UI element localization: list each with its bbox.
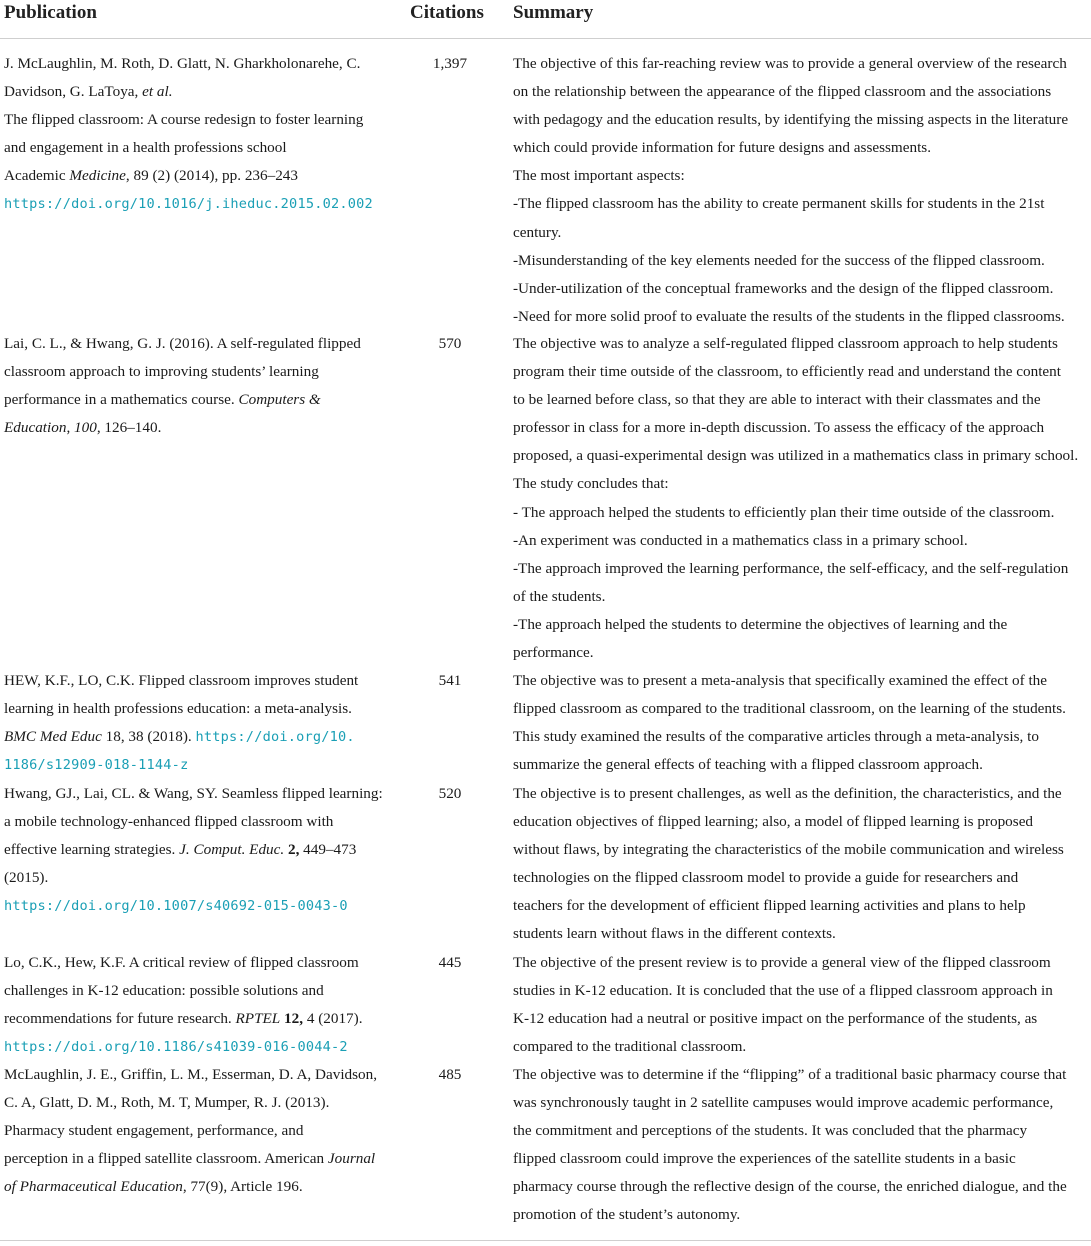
summary-line: the commitment and perceptions of the students. It was concluded that the pharmacy xyxy=(513,1122,1028,1140)
summary-line: -The flipped classroom has the ability to create permanent skills for students in the 21st xyxy=(513,195,1045,213)
publication-line xyxy=(4,977,399,1005)
summary-line: proposed, a quasi-experimental design was utilized in a mathematics class in primary school. xyxy=(513,447,1079,465)
publication-line xyxy=(4,1061,399,1089)
publication-text: challenges in K-12 education: possible solutions and xyxy=(4,982,324,1000)
summary-line: flipped classroom as compared to the traditional classroom, on the learning of the students. xyxy=(513,700,1066,718)
publication-line xyxy=(4,358,399,386)
summary-line: studies in K-12 education. It is concluded that the use of a flipped classroom approach in xyxy=(513,982,1053,1000)
table-header xyxy=(0,0,1091,39)
publication-italic: Education xyxy=(4,419,67,437)
summary-line: performance. xyxy=(513,644,594,662)
doi-link[interactable]: https://doi.org/10.1016/j.iheduc.2015.02.002 xyxy=(4,196,373,213)
publication-bold: 12, xyxy=(280,1010,304,1028)
publication-italic: et al. xyxy=(142,83,173,101)
summary-line: The objective was to present a meta-analysis that specifically examined the effect of the xyxy=(513,672,1048,689)
publication-text: Davidson, G. LaToya, xyxy=(4,83,143,101)
publication-text: Lai, C. L., & Hwang, G. J. (2016). A self-regulated flipped xyxy=(4,335,361,352)
citations-cell: 445 xyxy=(438,954,462,971)
doi-link[interactable]: https://doi.org/10. xyxy=(195,729,355,746)
summary-cell xyxy=(513,330,1087,667)
publication-line xyxy=(4,780,399,808)
publication-line xyxy=(4,414,399,442)
publication-italic: Medicine xyxy=(69,167,126,185)
citations-cell: 485 xyxy=(438,1066,462,1083)
publication-text: , 126–140. xyxy=(96,419,162,437)
publication-line xyxy=(4,162,399,190)
publication-text: 4 (2017). xyxy=(303,1010,363,1028)
publication-line xyxy=(4,1117,399,1145)
publication-line xyxy=(4,78,399,106)
publication-text: recommendations for future research. xyxy=(4,1010,236,1028)
publication-cell xyxy=(4,1061,399,1201)
summary-line: which could provide information for future designs and assessments. xyxy=(513,139,931,157)
publication-italic: Journal xyxy=(327,1150,376,1168)
summary-line: -Need for more solid proof to evaluate the results of the students in the flipped classrooms. xyxy=(513,307,1065,325)
publication-italic: RPTEL xyxy=(235,1010,281,1028)
publication-text: HEW, K.F., LO, C.K. Flipped classroom improves student xyxy=(4,672,359,689)
summary-line: -The approach improved the learning performance, the self-efficacy, and the self-regulation xyxy=(513,559,1069,577)
publication-text: , xyxy=(66,419,75,437)
summary-line: summarize the general effects of teaching with a flipped classroom approach. xyxy=(513,756,983,774)
publication-text: 18, 38 (2018). xyxy=(101,728,196,746)
summary-line: K-12 education had a neutral or positive impact on the performance of the students, as xyxy=(513,1010,1038,1028)
publication-text: C. A, Glatt, D. M., Roth, M. T, Mumper, R. J. (2013). xyxy=(4,1094,330,1112)
publication-italic: 100 xyxy=(74,419,97,437)
summary-line: of the students. xyxy=(513,587,606,605)
publication-line xyxy=(4,106,399,134)
summary-line: flipped classroom could improve the experiences of the satellite students in a basic xyxy=(513,1150,1016,1168)
publication-line xyxy=(4,50,399,78)
publication-text: perception in a flipped satellite classroom. American xyxy=(4,1150,328,1168)
publication-line xyxy=(4,190,399,218)
publication-text: McLaughlin, J. E., Griffin, L. M., Esserman, D. A, Davidson, xyxy=(4,1066,378,1083)
summary-cell xyxy=(513,1061,1087,1230)
table-bottom-rule xyxy=(0,1240,1091,1241)
publication-text: and engagement in a health professions school xyxy=(4,139,287,157)
publication-italic: J. Comput. Educ. xyxy=(179,841,285,859)
publication-line xyxy=(4,1005,399,1033)
summary-line: The objective of the present review is to provide a general view of the flipped classroom xyxy=(513,954,1051,971)
publication-line xyxy=(4,1173,399,1201)
publication-line xyxy=(4,836,399,864)
summary-line: professor in class for a more in-depth discussion. To assess the efficacy of the approach xyxy=(513,419,1045,437)
publication-line xyxy=(4,808,399,836)
publication-text: learning in health professions education: a meta-analysis. xyxy=(4,700,352,718)
header-summary: Summary xyxy=(513,2,594,23)
publication-line xyxy=(4,1033,399,1061)
publication-line xyxy=(4,667,399,695)
publication-line xyxy=(4,386,399,414)
publication-bold: 2, xyxy=(284,841,300,859)
citations-cell: 520 xyxy=(438,785,462,802)
summary-line: education objectives of flipped learning; also, a model of flipped learning is proposed xyxy=(513,813,1034,831)
publication-line xyxy=(4,751,399,779)
publication-text: (2015). xyxy=(4,869,49,887)
publication-text: The flipped classroom: A course redesign to foster learning xyxy=(4,111,364,129)
publication-text: , 77(9), Article 196. xyxy=(182,1178,303,1196)
publication-line xyxy=(4,864,399,892)
publication-text: J. McLaughlin, M. Roth, D. Glatt, N. Gharkholonarehe, C. xyxy=(4,55,361,72)
publication-line xyxy=(4,695,399,723)
doi-link[interactable]: https://doi.org/10.1007/s40692-015-0043-0 xyxy=(4,898,348,915)
summary-line: technologies on the flipped classroom model to provide a guide for researchers and xyxy=(513,869,1019,887)
publication-italic: BMC Med Educ xyxy=(4,728,102,746)
summary-line: to be learned before class, so that they are able to interact with their classmates and the xyxy=(513,391,1041,409)
summary-cell xyxy=(513,949,1087,1061)
publication-line xyxy=(4,1145,399,1173)
summary-line: teachers for the development of efficient flipped learning activities and plans to help xyxy=(513,897,1026,915)
summary-line: century. xyxy=(513,223,562,241)
summary-line: on the relationship between the appearance of the flipped classroom and the associations xyxy=(513,83,1052,101)
summary-line: with pedagogy and the education results, by identifying the missing aspects in the literature xyxy=(513,111,1069,129)
publication-text: Academic xyxy=(4,167,70,185)
citations-cell: 541 xyxy=(438,672,462,689)
doi-link[interactable]: 1186/s12909-018-1144-z xyxy=(4,757,189,774)
publication-line xyxy=(4,723,399,751)
summary-line: pharmacy course through the reflective design of the course, the enriched dialogue, and the xyxy=(513,1178,1067,1196)
summary-line: The most important aspects: xyxy=(513,167,685,185)
publication-line xyxy=(4,949,399,977)
publication-text: Hwang, GJ., Lai, CL. & Wang, SY. Seamless flipped learning: xyxy=(4,785,383,802)
publication-line xyxy=(4,134,399,162)
publication-line xyxy=(4,330,399,358)
publication-line xyxy=(4,1089,399,1117)
citations-cell: 570 xyxy=(438,335,462,352)
publication-text: effective learning strategies. xyxy=(4,841,180,859)
header-publication: Publication xyxy=(4,2,97,23)
publication-cell xyxy=(4,667,399,779)
summary-line: -An experiment was conducted in a mathematics class in a primary school. xyxy=(513,531,968,549)
summary-line: -The approach helped the students to determine the objectives of learning and the xyxy=(513,615,1008,633)
summary-cell xyxy=(513,780,1087,949)
publication-cell xyxy=(4,50,399,219)
publication-text: , 89 (2) (2014), pp. 236–243 xyxy=(125,167,298,185)
summary-line: program their time outside of the classroom, to efficiently read and understand the content xyxy=(513,363,1061,381)
citations-cell: 1,397 xyxy=(432,55,468,72)
header-citations: Citations xyxy=(410,2,484,23)
publication-text: Pharmacy student engagement, performance, and xyxy=(4,1122,304,1140)
summary-line: students learn without flaws in the different contexts. xyxy=(513,925,836,943)
summary-line: The study concludes that: xyxy=(513,475,669,493)
publication-cell xyxy=(4,949,399,1061)
summary-cell xyxy=(513,667,1087,779)
publication-text: performance in a mathematics course. xyxy=(4,391,239,409)
publication-text: classroom approach to improving students’ learning xyxy=(4,363,319,381)
publication-line xyxy=(4,892,399,920)
publication-text: a mobile technology-enhanced flipped classroom with xyxy=(4,813,334,831)
summary-cell xyxy=(513,50,1087,331)
summary-line: This study examined the results of the comparative articles through a meta-analysis, to xyxy=(513,728,1039,746)
summary-line: The objective of this far-reaching review was to provide a general overview of the research xyxy=(513,55,1067,72)
summary-line: -Under-utilization of the conceptual frameworks and the design of the flipped classroom. xyxy=(513,279,1054,297)
publication-italic: of Pharmaceutical Education xyxy=(4,1178,183,1196)
summary-line: The objective is to present challenges, as well as the definition, the characteristics, and the xyxy=(513,785,1062,802)
publication-text: Lo, C.K., Hew, K.F. A critical review of flipped classroom xyxy=(4,954,359,971)
summary-line: was synchronously taught in 2 satellite campuses would improve academic performance, xyxy=(513,1094,1054,1112)
summary-line: The objective was to analyze a self-regulated flipped classroom approach to help students xyxy=(513,335,1058,352)
publication-cell xyxy=(4,780,399,920)
summary-line: The objective was to determine if the “flipping” of a traditional basic pharmacy course that xyxy=(513,1066,1067,1083)
summary-line: compared to the traditional classroom. xyxy=(513,1038,747,1056)
publication-cell xyxy=(4,330,399,442)
summary-line: -Misunderstanding of the key elements needed for the success of the flipped classroom. xyxy=(513,251,1045,269)
publication-italic: Computers & xyxy=(238,391,321,409)
doi-link[interactable]: https://doi.org/10.1186/s41039-016-0044-2 xyxy=(4,1039,348,1056)
summary-line: promotion of the student’s autonomy. xyxy=(513,1206,741,1224)
publication-text: 449–473 xyxy=(299,841,357,859)
summary-line: - The approach helped the students to efficiently plan their time outside of the classroom. xyxy=(513,503,1055,521)
summary-line: without flaws, by integrating the characteristics of the mobile communication and wireless xyxy=(513,841,1064,859)
